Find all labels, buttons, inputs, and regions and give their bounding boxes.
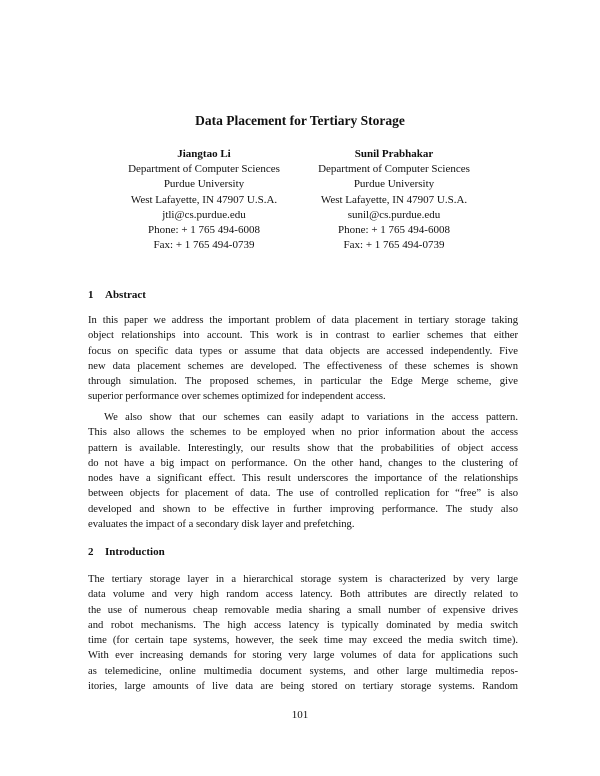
author-fax: Fax: + 1 765 494-0739 [343,239,445,252]
abstract-paragraph-1 [88,313,518,405]
author-phone: Phone: + 1 765 494-6008 [338,224,450,237]
text-line: between objects for placement of data. The use of controlled replication for “free” is also [88,488,518,500]
author-email: sunil@cs.purdue.edu [347,208,441,221]
author-university: Purdue University [353,178,435,191]
text-line: object relationships into account. This work is in contrast to earlier schemes that either [88,330,518,342]
section-title: Introduction [105,546,165,558]
paper-title: Data Placement for Tertiary Storage [195,113,405,128]
section-number: 1 [88,289,94,301]
text-line: through simulation. The proposed schemes, in particular the Edge Merge scheme, give [88,376,518,388]
text-line: nodes have a significant effect. This result underscores the importance of the relationships [88,473,518,485]
text-line: With ever increasing demands for storing very large volumes of data for applications such [88,650,518,662]
text-line: as telemedicine, online multimedia document systems, and other large multimedia repos- [88,665,518,677]
author-email: jtli@cs.purdue.edu [162,208,246,221]
section-heading-abstract [88,289,146,301]
section-title: Abstract [105,289,146,301]
text-line: evaluates the impact of a secondary disk layer and prefetching. [88,519,355,531]
text-line: In this paper we address the important problem of data placement in tertiary storage taking [88,315,518,326]
page-number: 101 [291,709,309,721]
text-line: do not have a big impact on performance. On the other hand, changes to the clustering of [88,457,518,469]
text-line: developed and shown to be effective in further improving performance. The study also [88,503,518,515]
text-line: This also allows the schemes to be employed when no prior information about the access [88,427,518,439]
author-block-1 [104,147,304,253]
abstract-paragraph-2 [88,410,518,532]
author-name: Jiangtao Li [177,148,231,160]
author-block-2 [294,147,494,253]
text-line: itories, large amounts of live data are being stored on tertiary storage systems. Random [88,681,518,693]
author-name: Sunil Prabhakar [354,148,434,160]
author-department: Department of Computer Sciences [318,163,470,176]
author-phone: Phone: + 1 765 494-6008 [148,224,260,237]
text-line: superior performance over schemes optimized for independent access. [88,391,386,403]
text-line: and robot mechanisms. The high access latency is typically dominated by media switch [88,619,518,631]
section-number: 2 [88,546,94,558]
text-line: pattern is available. Interestingly, our results show that the probabilities of object access [88,442,518,454]
text-line: focus on specific data types or assume that data objects are accessed independently. Five [88,345,518,357]
author-fax: Fax: + 1 765 494-0739 [153,239,255,252]
text-line: new data placement schemes are developed. The effectiveness of these schemes is shown [88,360,518,372]
text-line: the use of numerous cheap removable media sharing a small number of expensive drives [88,604,518,616]
section-heading-introduction [88,546,165,558]
text-line: The tertiary storage layer in a hierarchical storage system is characterized by very large [88,574,518,585]
text-line: We also show that our schemes can easily adapt to variations in the access pattern. [104,412,518,423]
text-line: time (for certain tape systems, however, the seek time may exceed the media switch time). [88,635,518,647]
author-address: West Lafayette, IN 47907 U.S.A. [320,193,468,206]
author-address: West Lafayette, IN 47907 U.S.A. [130,193,278,206]
author-university: Purdue University [163,178,245,191]
introduction-paragraph-1 [88,572,518,694]
text-line: data volume and very high random access latency. Both attributes are directly related to [88,589,518,601]
author-department: Department of Computer Sciences [128,163,280,176]
